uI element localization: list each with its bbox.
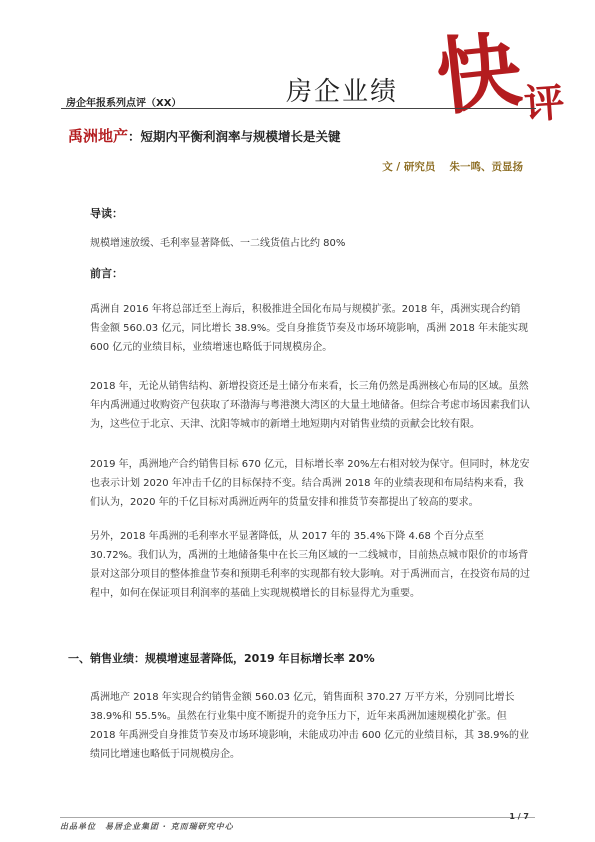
page-number: 1 / 7	[509, 812, 529, 821]
report-title	[68, 125, 341, 146]
footer-rule	[60, 817, 535, 818]
title-subtitle: ：短期内平衡利润率与规模增长是关键	[128, 129, 341, 144]
company-name: 禹洲地产	[68, 127, 129, 145]
brand-calligraphy-kuai: 快	[431, 20, 526, 128]
preface-paragraph-3: 2019 年，禹洲地产合约销售目标 670 亿元，目标增长率 20%左右相对较为保守。但同时，林龙安也表示计划 2020 年冲击千亿的目标保持不变。结合禹洲 2018 年的业绩表现和布局结构来看，我们认为，2020 年的千亿目标对禹洲近两年的货量安排和推货节奏都提出了较高的要求。	[90, 459, 530, 508]
guide-text: 规模增速放缓、毛利率显著降低、一二线货值占比约 80%	[90, 238, 346, 249]
footer-publisher: 出品单位 易居企业集团 · 克而瑞研究中心	[60, 822, 234, 831]
section-1-paragraph: 禹洲地产 2018 年实现合约销售金额 560.03 亿元，销售面积 370.27 万平方米，分别同比增长 38.9%和 55.5%。虽然在行业集中度不断提升的竞争压力下，近年来禹洲加速规模化扩张。但 2018 年禹洲受自身推货节奏及市场环境影响，未能成功冲击 600 亿元的业绩目标，其 38.9%的业绩同比增速也略低于同规模房企。	[90, 692, 530, 760]
section-1-heading: 一、销售业绩：规模增速显著降低，2019 年目标增长率 20%	[68, 652, 375, 665]
brand-calligraphy-ping: 评	[522, 78, 566, 129]
report-series: 房企年报系列点评（XX）	[66, 98, 182, 109]
guide-heading: 导读：	[90, 207, 123, 220]
author-line: 文 / 研究员 朱一鸣、贡显扬	[382, 161, 523, 173]
preface-heading: 前言：	[90, 267, 123, 280]
brand-title: 房企业绩	[286, 77, 399, 107]
preface-paragraph-1: 禹洲自 2016 年将总部迁至上海后，积极推进全国化布局与规模扩张。2018 年，禹洲实现合约销售金额 560.03 亿元，同比增长 38.9%。受自身推货节奏及市场环境影响，禹洲 2018 年未能实现 600 亿元的业绩目标，业绩增速也略低于同规模房企。	[90, 304, 529, 353]
header-rule	[61, 108, 536, 109]
preface-paragraph-2: 2018 年，无论从销售结构、新增投资还是土储分布来看，长三角仍然是禹洲核心布局的区域。虽然年内禹洲通过收购资产包获取了环渤海与粤港澳大湾区的大量土地储备。但综合考虑市场因素我们认为，这些位于北京、天津、沈阳等城市的新增土地短期内对销售业绩的贡献会比较有限。	[90, 381, 530, 430]
preface-paragraph-4: 另外，2018 年禹洲的毛利率水平显著降低，从 2017 年的 35.4%下降 4.68 个百分点至 30.72%。我们认为，禹洲的土地储备集中在长三角区域的一二线城市，目前热点城市限价的市场背景对这部分项目的整体推盘节奏和预期毛利率的实现都有较大影响。对于禹洲而言，在投资布局的过程中，如何在保证项目利润率的基础上实现规模增长的目标显得尤为重要。	[90, 531, 530, 599]
